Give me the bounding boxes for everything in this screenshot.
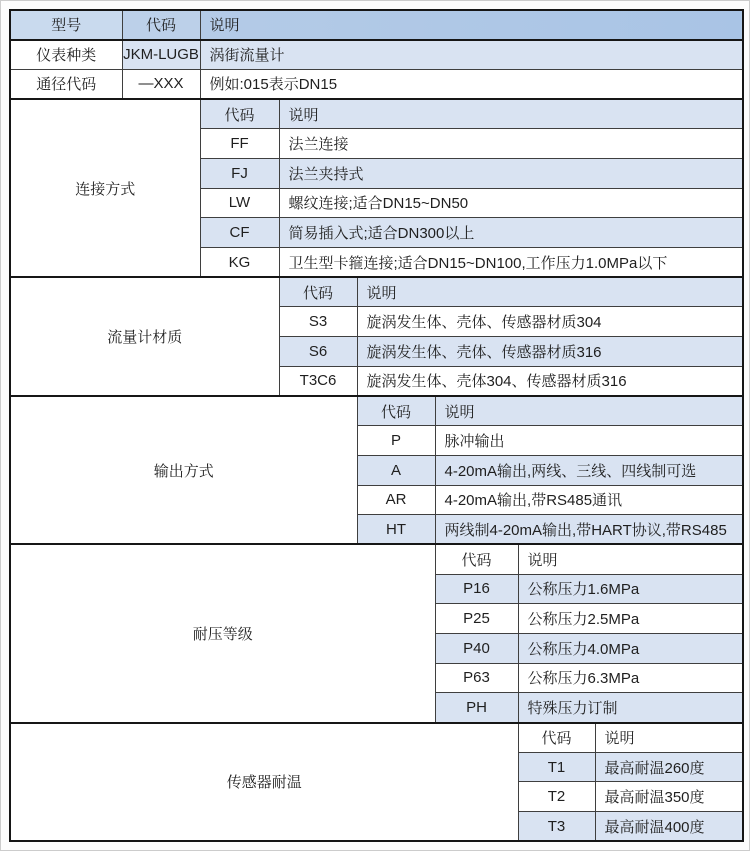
nested-header-code: 代码 xyxy=(357,396,435,426)
code-cell: AR xyxy=(357,485,435,515)
desc-cell: 旋涡发生体、壳体、传感器材质316 xyxy=(357,337,743,367)
nested-header-desc: 说明 xyxy=(357,277,743,307)
desc-cell: 旋涡发生体、壳体304、传感器材质316 xyxy=(357,366,743,396)
code-cell: P25 xyxy=(435,604,518,634)
code-cell: FF xyxy=(200,129,279,159)
code-cell: P16 xyxy=(435,574,518,604)
code-cell: FJ xyxy=(200,158,279,188)
code-cell: S6 xyxy=(279,337,357,367)
desc-cell: 卫生型卡箍连接;适合DN15~DN100,工作压力1.0MPa以下 xyxy=(279,248,743,278)
table-row xyxy=(10,396,743,426)
desc-cell: 公称压力2.5MPa xyxy=(518,604,743,634)
code-cell: P63 xyxy=(435,663,518,693)
desc-cell: 脉冲输出 xyxy=(435,426,743,456)
row-label-diameter-code: 通径代码 xyxy=(10,69,122,99)
nested-header-desc: 说明 xyxy=(518,544,743,574)
section-label-connection: 连接方式 xyxy=(10,99,200,277)
code-cell: T2 xyxy=(518,782,595,812)
code-cell: HT xyxy=(357,515,435,545)
nested-header-code: 代码 xyxy=(518,723,595,753)
table-row xyxy=(10,69,743,99)
nested-header-code: 代码 xyxy=(200,99,279,129)
table-row xyxy=(10,277,743,307)
model-selection-table xyxy=(9,9,744,842)
desc-cell: 法兰夹持式 xyxy=(279,158,743,188)
nested-header-code: 代码 xyxy=(279,277,357,307)
code-cell: T3 xyxy=(518,812,595,842)
col-header-desc: 说明 xyxy=(200,10,743,40)
table-row xyxy=(10,723,743,753)
code-cell: LW xyxy=(200,188,279,218)
code-cell: A xyxy=(357,455,435,485)
section-label-temperature: 传感器耐温 xyxy=(10,723,518,842)
code-cell: KG xyxy=(200,248,279,278)
desc-cell: 特殊压力订制 xyxy=(518,693,743,723)
desc-cell: 最高耐温400度 xyxy=(595,812,743,842)
table-header-row xyxy=(10,10,743,40)
desc-cell: 两线制4-20mA输出,带HART协议,带RS485 xyxy=(435,515,743,545)
table-row xyxy=(10,544,743,574)
desc-cell: 4-20mA输出,带RS485通讯 xyxy=(435,485,743,515)
section-label-pressure: 耐压等级 xyxy=(10,544,435,722)
code-cell: CF xyxy=(200,218,279,248)
desc-cell: 旋涡发生体、壳体、传感器材质304 xyxy=(357,307,743,337)
code-cell: T1 xyxy=(518,752,595,782)
code-cell: T3C6 xyxy=(279,366,357,396)
desc-cell: 例如:015表示DN15 xyxy=(200,69,743,99)
nested-header-desc: 说明 xyxy=(279,99,743,129)
desc-cell: 涡街流量计 xyxy=(200,40,743,70)
code-cell: S3 xyxy=(279,307,357,337)
code-cell: P xyxy=(357,426,435,456)
nested-header-desc: 说明 xyxy=(595,723,743,753)
desc-cell: 4-20mA输出,两线、三线、四线制可选 xyxy=(435,455,743,485)
code-cell: JKM-LUGB xyxy=(122,40,200,70)
code-cell: PH xyxy=(435,693,518,723)
desc-cell: 简易插入式;适合DN300以上 xyxy=(279,218,743,248)
desc-cell: 最高耐温350度 xyxy=(595,782,743,812)
section-label-output: 输出方式 xyxy=(10,396,357,544)
nested-header-code: 代码 xyxy=(435,544,518,574)
desc-cell: 法兰连接 xyxy=(279,129,743,159)
code-cell: —XXX xyxy=(122,69,200,99)
desc-cell: 公称压力4.0MPa xyxy=(518,633,743,663)
desc-cell: 最高耐温260度 xyxy=(595,752,743,782)
nested-header-desc: 说明 xyxy=(435,396,743,426)
table-row xyxy=(10,40,743,70)
code-cell: P40 xyxy=(435,633,518,663)
desc-cell: 公称压力6.3MPa xyxy=(518,663,743,693)
desc-cell: 公称压力1.6MPa xyxy=(518,574,743,604)
table-row xyxy=(10,99,743,129)
col-header-model: 型号 xyxy=(10,10,122,40)
desc-cell: 螺纹连接;适合DN15~DN50 xyxy=(279,188,743,218)
row-label-instrument-type: 仪表种类 xyxy=(10,40,122,70)
col-header-code: 代码 xyxy=(122,10,200,40)
section-label-material: 流量计材质 xyxy=(10,277,279,396)
